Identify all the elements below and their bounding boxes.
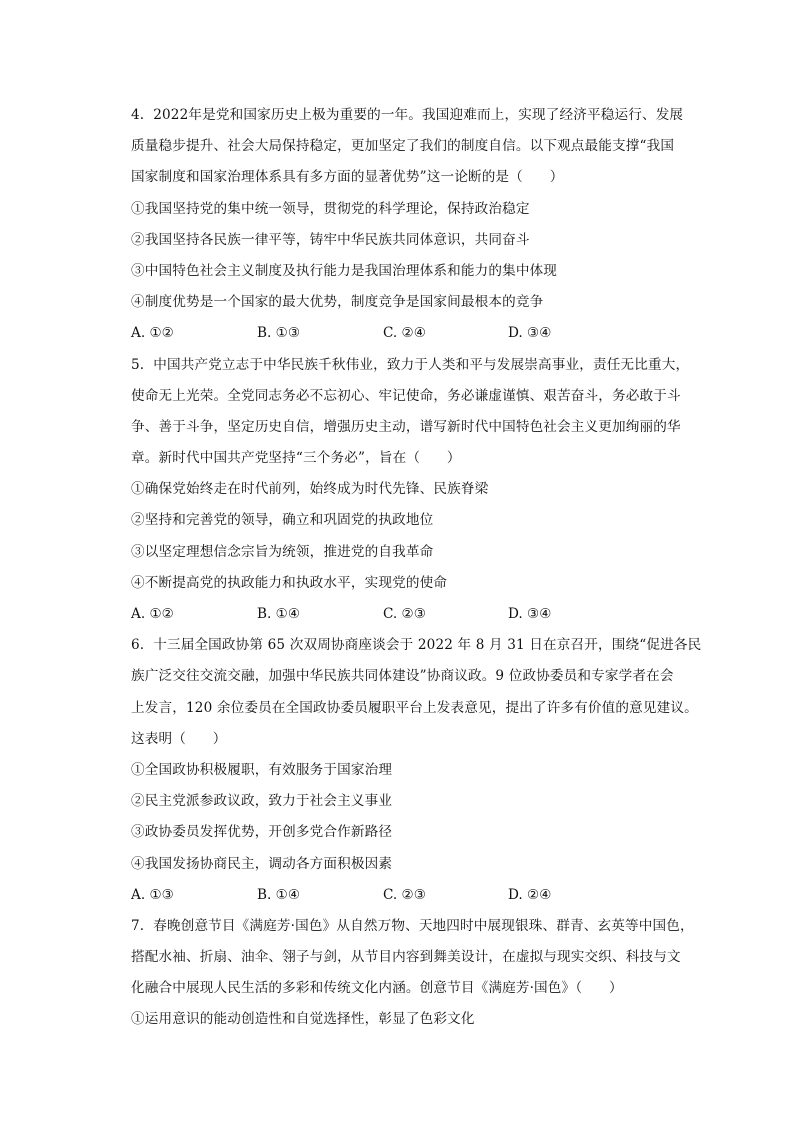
question-6	[131, 630, 701, 911]
option-c: C. ②③	[383, 886, 426, 903]
question-6-stem-line: 族广泛交往交流交融，加强中华民族共同体建设”协商议政。9 位政协委员和专家学者在会	[131, 668, 674, 685]
question-5-options	[131, 599, 701, 630]
option-d: D. ②④	[508, 886, 552, 903]
question-4-stem-line: 国家制度和国家治理体系具有多方面的显著优势”这一论断的是（ ）	[131, 169, 564, 186]
question-5	[131, 350, 701, 631]
question-4-stem-line: 质量稳步提升、社会大局保持稳定，更加坚定了我们的制度自信。以下观点最能支撑“我国	[131, 138, 675, 155]
question-4-statement: ①我国坚持党的集中统一领导，贯彻党的科学理论，保持政治稳定	[131, 200, 530, 217]
question-4-statement: ④制度优势是一个国家的最大优势，制度竞争是国家间最根本的竞争	[131, 294, 544, 311]
question-6-statement: ④我国发扬协商民主，调动各方面积极因素	[131, 855, 393, 872]
option-d: D. ③④	[508, 325, 552, 342]
question-5-statement: ④不断提高党的执政能力和执政水平，实现党的使命	[131, 574, 448, 591]
question-5-statement: ①确保党始终走在时代前列，始终成为时代先锋、民族脊梁	[131, 481, 489, 498]
question-4-stem-line: 4. 2022年是党和国家历史上极为重要的一年。我国迎难而上，实现了经济平稳运行、发展	[131, 107, 684, 123]
option-a: A. ①②	[131, 325, 174, 342]
question-7-stem-line: 搭配水袖、折扇、油伞、翎子与剑，从节目内容到舞美设计，在虚拟与现实交织、科技与文	[131, 949, 681, 966]
question-6-stem-line: 上发言，120 余位委员在全国政协委员履职平台上发表意见，提出了许多有价值的意见建议。	[131, 699, 698, 716]
option-a: A. ①②	[131, 606, 174, 622]
question-4-options	[131, 318, 701, 349]
question-list	[131, 100, 701, 1036]
question-4	[131, 100, 701, 350]
question-4-statement: ③中国特色社会主义制度及执行能力是我国治理体系和能力的集中体现	[131, 262, 558, 279]
question-5-statement: ③以坚定理想信念宗旨为统领，推进党的自我革命	[131, 543, 434, 560]
option-c: C. ②③	[383, 606, 426, 622]
option-b: B. ①④	[257, 606, 301, 622]
question-7-stem-line: 化融合中展现人民生活的多彩和传统文化内涵。创意节目《满庭芳·国色》（ ）	[131, 980, 623, 997]
option-d: D. ③④	[508, 606, 552, 622]
question-5-stem-line: 争、善于斗争，坚定历史自信，增强历史主动，谱写新时代中国特色社会主义更加绚丽的华	[131, 418, 681, 435]
question-7-statement: ①运用意识的能动创造性和自觉选择性，彰显了色彩文化	[131, 1011, 475, 1028]
question-6-statement: ②民主党派参政议政，致力于社会主义事业	[131, 793, 393, 810]
option-b: B. ①③	[257, 325, 301, 342]
option-c: C. ②④	[383, 325, 426, 342]
question-5-stem-line: 章。新时代中国共产党坚持“三个务必”，旨在（ ）	[131, 450, 461, 467]
question-5-statement: ②坚持和完善党的领导，确立和巩固党的执政地位	[131, 512, 434, 529]
question-7-stem-line: 7. 春晚创意节目《满庭芳·国色》从自然万物、天地四时中展现银珠、群青、玄英等中国色，	[131, 917, 694, 934]
option-b: B. ①④	[257, 886, 301, 903]
question-6-options	[131, 880, 701, 911]
option-a: A. ①③	[131, 886, 174, 903]
question-5-stem-line: 5. 中国共产党立志于中华民族千秋伟业，致力于人类和平与发展崇高事业，责任无比重大，	[131, 356, 690, 373]
question-6-stem-line: 这表明（ ）	[131, 730, 227, 747]
question-5-stem-line: 使命无上光荣。全党同志务必不忘初心、牢记使命，务必谦虚谨慎、艰苦奋斗，务必敢于斗	[131, 387, 681, 404]
question-4-statement: ②我国坚持各民族一律平等，铸牢中华民族共同体意识，共同奋斗	[131, 231, 530, 248]
question-6-stem-line: 6. 十三届全国政协第 65 次双周协商座谈会于 2022 年 8 月 31 日在京召开，围绕“促进各民	[131, 637, 702, 654]
question-7	[131, 911, 701, 1036]
question-6-statement: ①全国政协积极履职，有效服务于国家治理	[131, 761, 393, 778]
question-6-statement: ③政协委员发挥优势，开创多党合作新路径	[131, 824, 393, 841]
